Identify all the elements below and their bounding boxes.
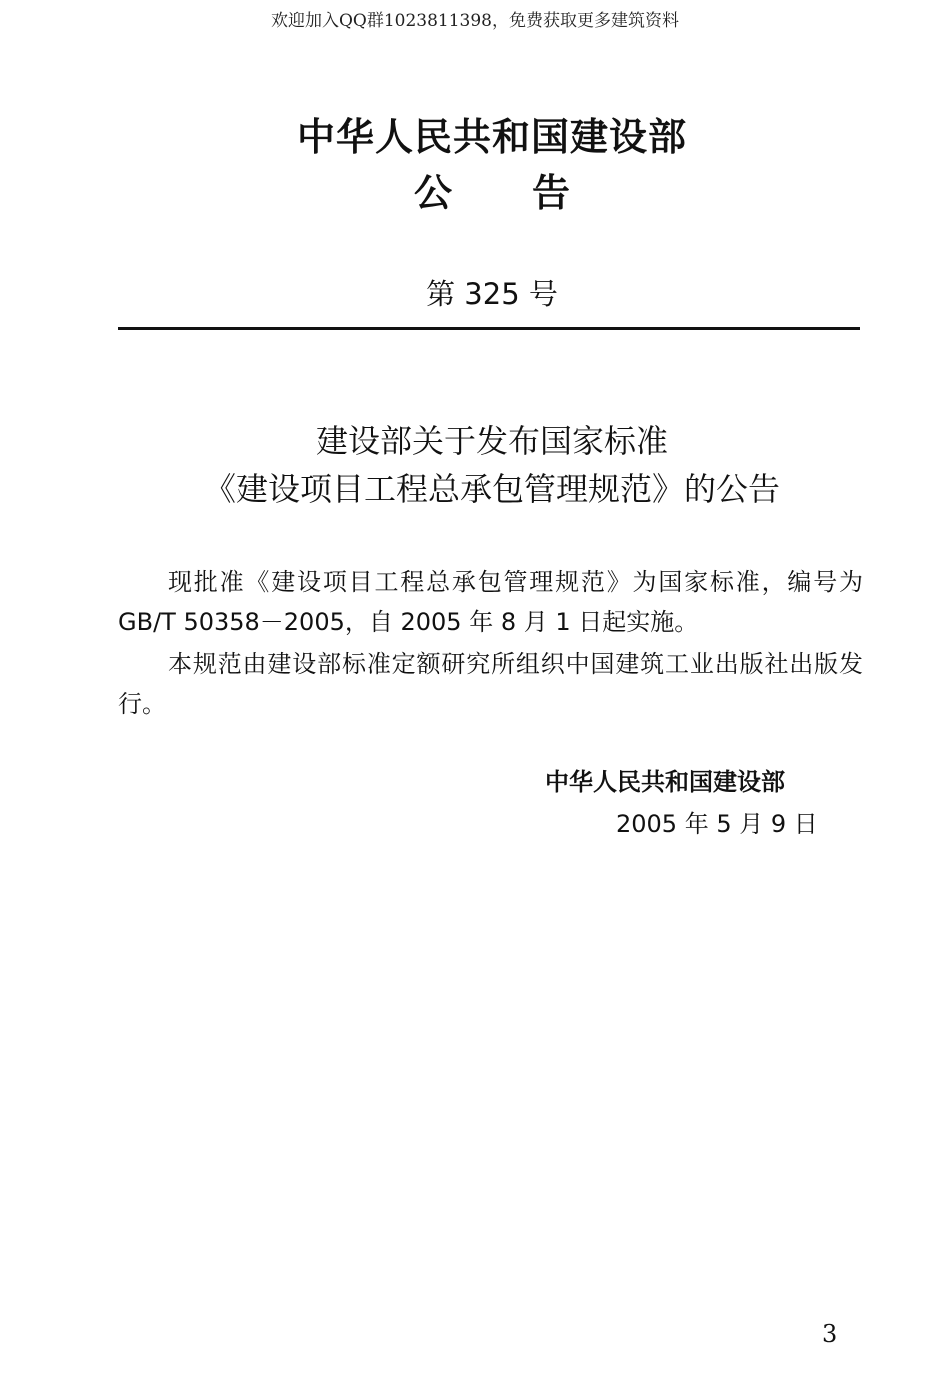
body-paragraph-1: 现批准《建设项目工程总承包管理规范》为国家标准，编号为GB/T 50358－2005，自 2005 年 8 月 1 日起实施。 (118, 568, 863, 636)
issuer-title: 中华人民共和国建设部 (296, 115, 687, 159)
signature-organization: 中华人民共和国建设部 (545, 768, 785, 796)
announcement-number: 第 325 号 (426, 277, 558, 311)
subject-line-1: 建设部关于发布国家标准 (315, 422, 668, 460)
body-paragraph-2: 本规范由建设部标准定额研究所组织中国建筑工业出版社出版发行。 (118, 650, 863, 718)
signature-date: 2005 年 5 月 9 日 (616, 810, 818, 838)
document-type: 公告 (413, 171, 650, 215)
watermark-text: 欢迎加入QQ群1023811398，免费获取更多建筑资料 (270, 11, 680, 31)
page-number: 3 (822, 1320, 838, 1348)
subject-line-2: 《建设项目工程总承包管理规范》的公告 (203, 470, 780, 508)
header-divider (118, 327, 860, 330)
